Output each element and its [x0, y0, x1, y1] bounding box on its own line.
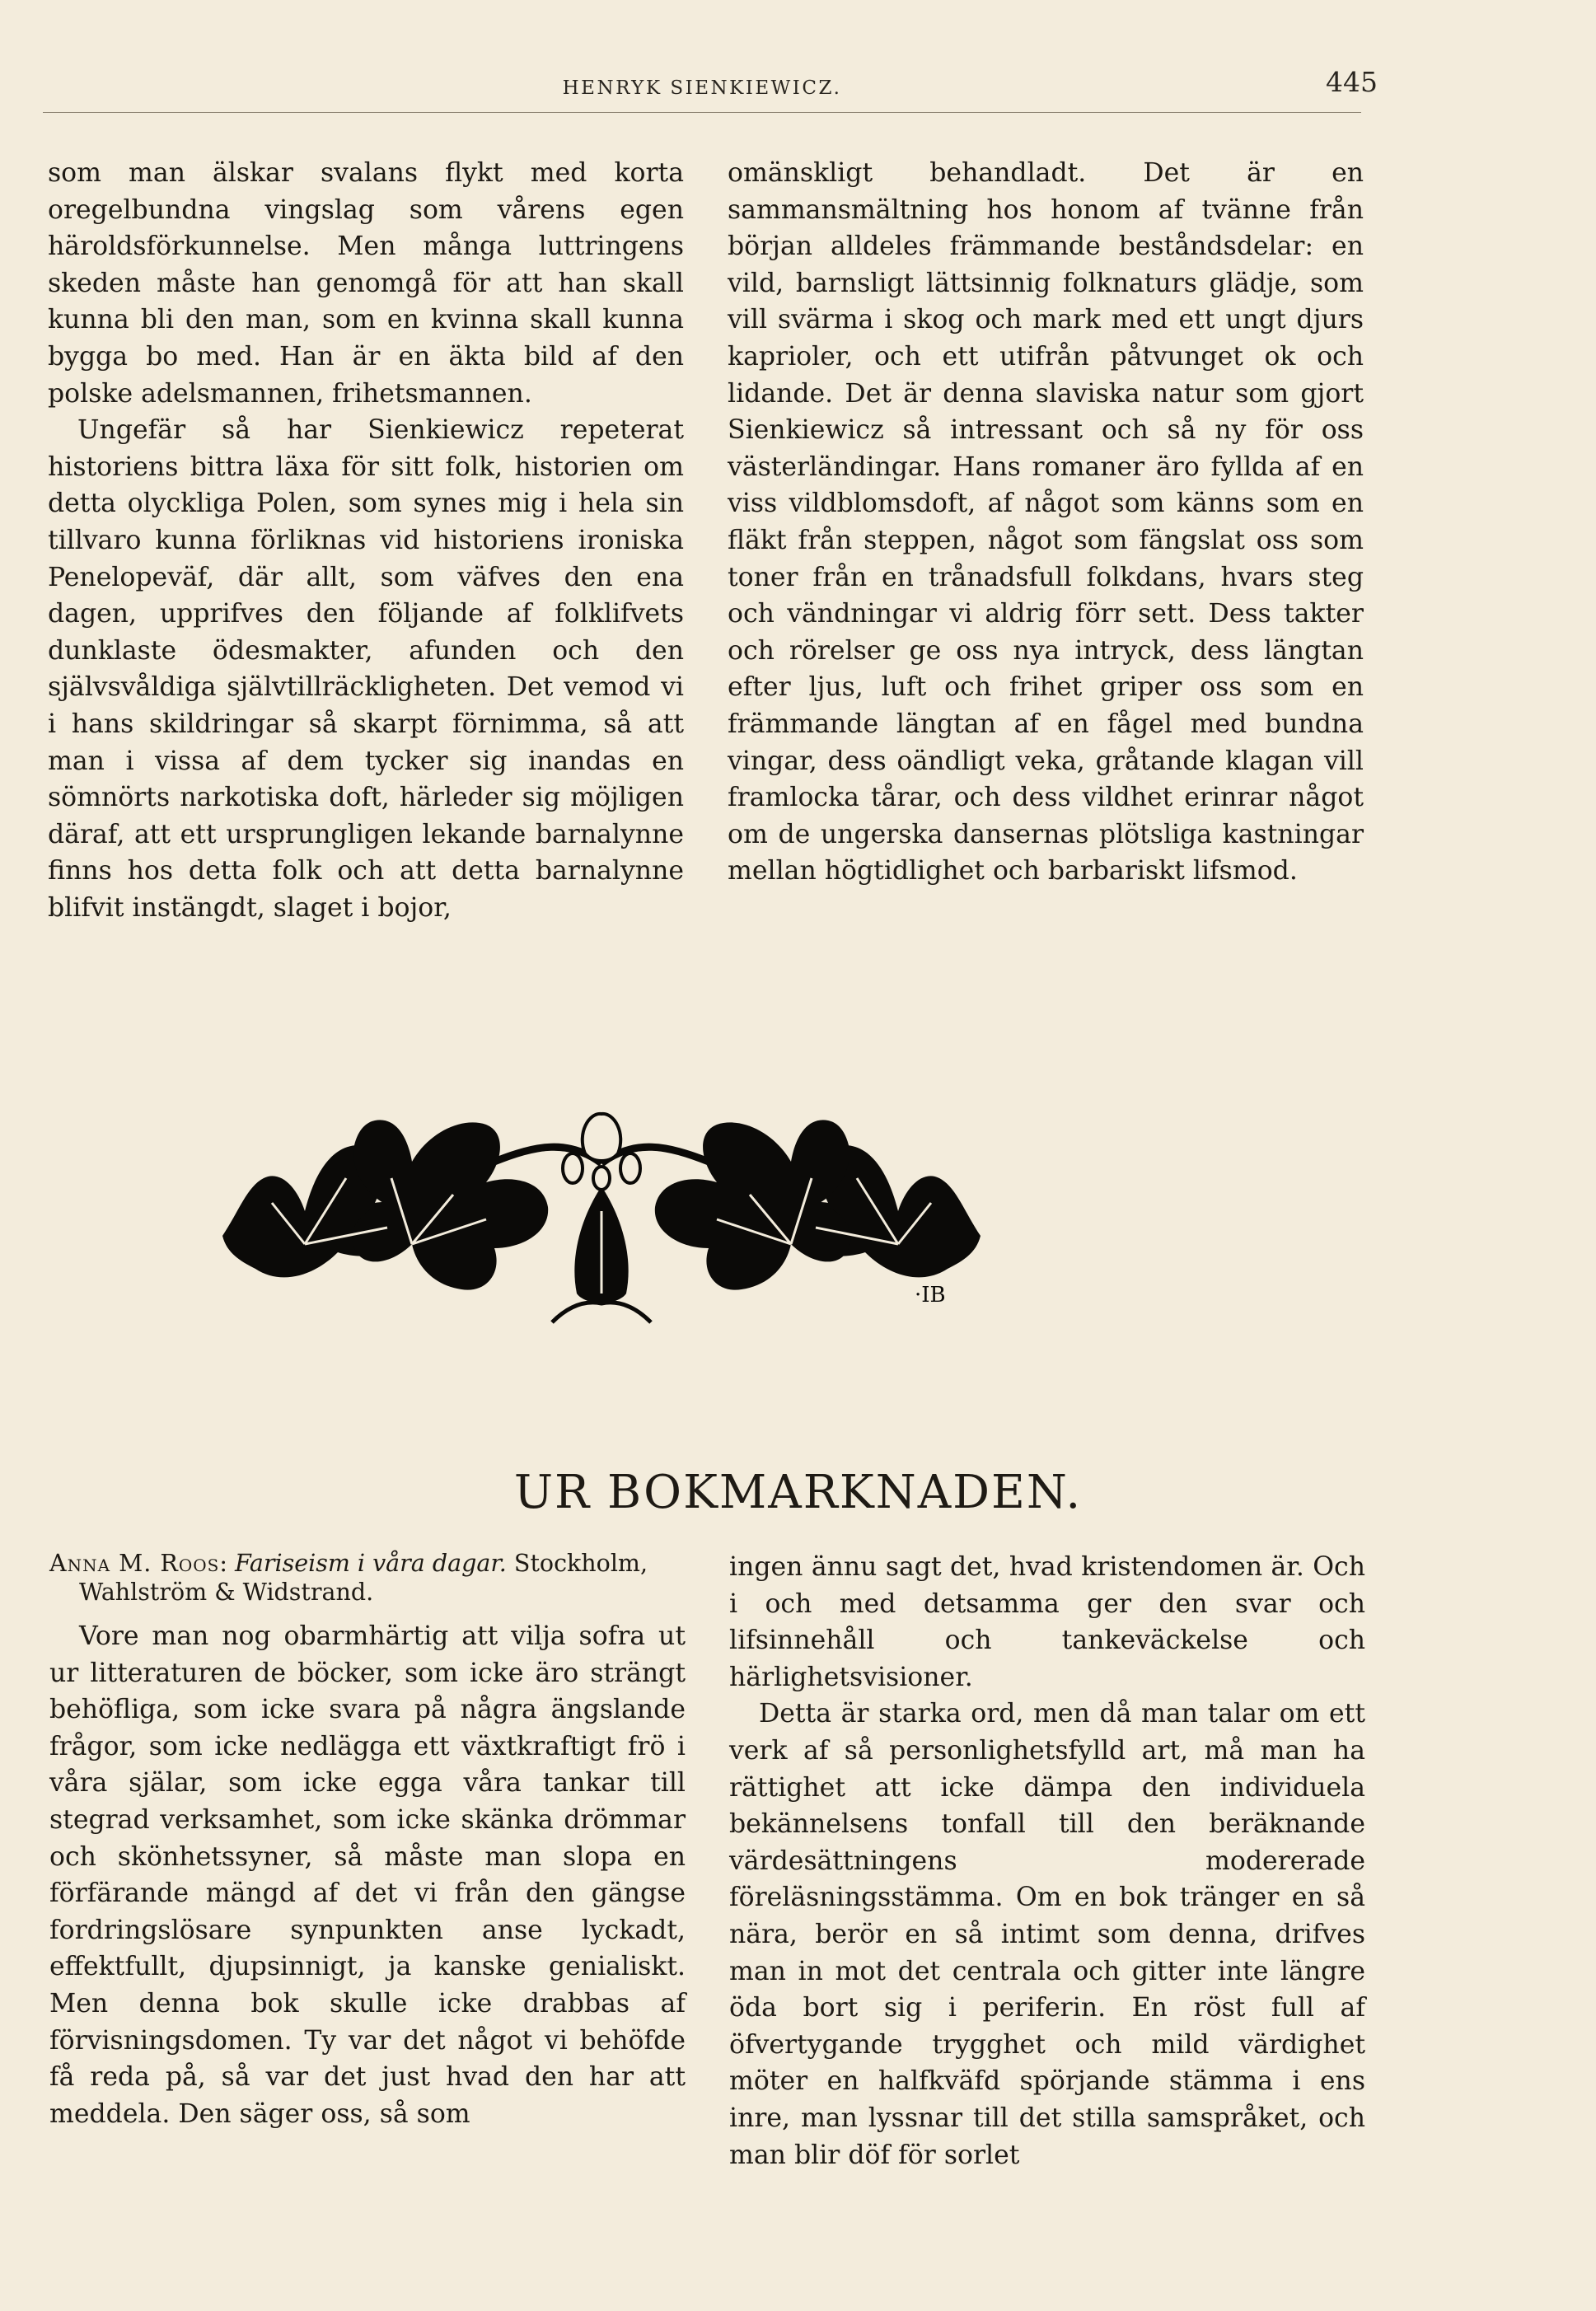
citation-separator: : — [219, 1550, 236, 1577]
svg-text:·IB: ·IB — [915, 1283, 946, 1308]
paragraph: omänskligt behandladt. Det är en sammansmältning hos honom af tvänne från början alldeles främmande beståndsdelar: en vild, barnsligt lättsinnig folknaturs glädje, som vill svärma i skog och mark med ett ungt djurs kaprioler, och ett utifrån påtvunget ok och lidande. Det är denna slaviska natur som gjort Sienkiewicz så intressant och så ny för oss västerländingar. Hans romaner äro fyllda af en viss vildblomsdoft, af något som känns som en fläkt från steppen, något som fängslat oss som toner från en trånadsfull folkdans, hvars steg och vändningar vi aldrig förr sett. Dess takter och rörelser ge oss nya intryck, dess längtan efter ljus, luft och frihet griper oss som en främmande längtan af en fågel med bundna vingar, dess oändligt veka, gråtande klagan vill framlocka tårar, och dess vildhet erinrar något om de ungerska dansernas plötsliga kastningar mellan högtidlighet och barbariskt lifsmod. — [728, 158, 1364, 887]
citation-publisher: Stockholm, Wahlström & Widstrand. — [79, 1550, 648, 1606]
citation-title: Fariseism i våra dagar. — [235, 1550, 507, 1577]
book-citation — [49, 1549, 686, 1607]
section-title: UR BOKMARKNADEN. — [513, 1466, 1083, 1519]
running-title: HENRYK SIENKIEWICZ. — [562, 77, 842, 99]
page-number: 445 — [1326, 66, 1378, 98]
column-bottom-left — [49, 1549, 686, 2132]
column-top-left — [48, 155, 684, 926]
page-header — [43, 66, 1378, 115]
header-rule — [43, 112, 1361, 113]
paragraph: Vore man nog obarmhärtig att vilja sofra ut ur litteraturen de böcker, som icke äro strängt behöfliga, som icke svara på några ängslande frågor, som icke nedlägga ett växtkraftigt frö i våra själar, som icke egga våra tankar till stegrad verksamhet, som icke skänka drömmar och skönhetssyner, så måste man slopa en förfärande mängd af det vi från den gängse fordringslösare synpunkten anse lyckadt, effektfullt, djupsinnigt, ja kanske genialiskt. Men denna bok skulle icke drabbas af förvisningsdomen. Ty var det något vi behöfde få reda på, så var det just hvad den har att meddela. Den säger oss, så som — [49, 1621, 686, 2129]
paragraph: ingen ännu sagt det, hvad kristendomen är. Och i och med detsamma ger den svar och lifsinnehåll och tankeväckelse och härlighetsvisioner. — [729, 1552, 1365, 1692]
column-top-right — [728, 155, 1364, 890]
violet-leaves-ornament-icon — [222, 1088, 981, 1343]
citation-author: Anna M. Roos — [49, 1550, 220, 1577]
paragraph: Ungefär så har Sienkiewicz repeterat historiens bittra läxa för sitt folk, historien om detta olyckliga Polen, som synes mig i hela sin tillvaro kunna förliknas vid historiens ironiska Penelopeväf, där allt, som väfves den ena dagen, upprifves den följande af folklifvets dunklaste ödesmakter, afunden och den självsvåldiga självtillräckligheten. Det vemod vi i hans skildringar så skarpt förnimma, så att man i vissa af dem tycker sig inandas en sömnörts narkotiska doft, härleder sig möjligen däraf, att ett ursprungligen lekande barnalynne finns hos detta folk och att detta barnalynne blifvit instängdt, slaget i bojor, — [48, 415, 684, 923]
paragraph: som man älskar svalans flykt med korta oregelbundna vingslag som vårens egen häroldsförkunnelse. Men många luttringens skeden måste han genomgå för att han skall kunna bli den man, som en kvinna skall kunna bygga bo med. Han är en äkta bild af den polske adelsmannen, frihetsmannen. — [48, 158, 684, 409]
paragraph: Detta är starka ord, men då man talar om ett verk af så personlighetsfylld art, må man ha rättighet att icke dämpa den individuela bekännelsens tonfall till den beräknande värdesättningens modererade föreläsningsstämma. Om en bok tränger en så nära, berör en så intimt som denna, drifves man in mot det centrala och gitter inte längre öda bort sig i periferin. En röst full af öfvertygande trygghet och mild värdighet möter en halfkväfd spörjande stämma i ens inre, man lyssnar till det stilla samspråket, och man blir döf för sorlet — [729, 1699, 1365, 2170]
column-bottom-right — [729, 1549, 1365, 2173]
